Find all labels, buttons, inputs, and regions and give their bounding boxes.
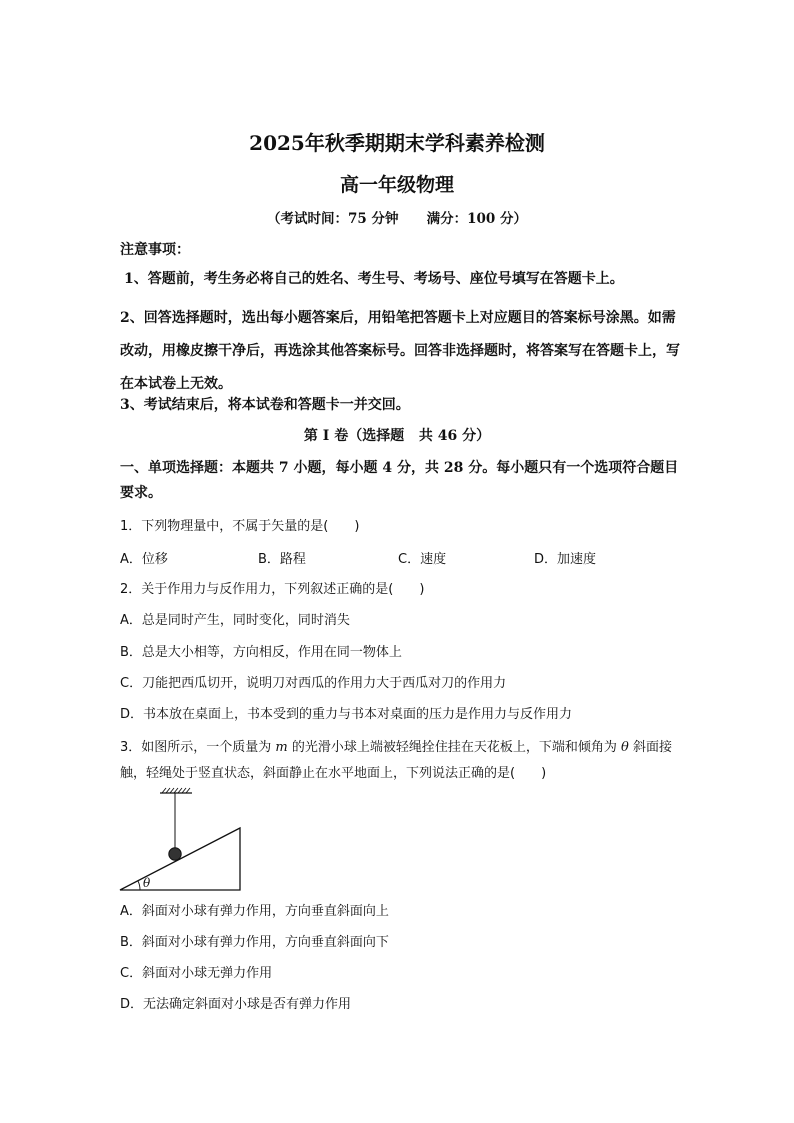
notice-item-3: 3、考试结束后，将本试卷和答题卡一并交回。 (120, 397, 410, 413)
section-heading: 一、单项选择题：本题共 7 小题，每小题 4 分，共 28 分。每小题只有一个选项符合题目要求。 (120, 460, 679, 501)
question-3-option-c: C．斜面对小球无弹力作用 (120, 966, 273, 981)
question-3-stem-part-a: 3．如图所示，一个质量为 (120, 740, 276, 755)
question-3-stem (120, 735, 680, 787)
question-3-angle-symbol: θ (621, 740, 629, 755)
exam-title: 2025年秋季期期末学科素养检测 (249, 131, 545, 155)
notice-item-2: 2、回答选择题时，选出每小题答案后，用铅笔把答题卡上对应题目的答案标号涂黑。如需改动，用橡皮擦干净后，再选涂其他答案标号。回答非选择题时，将答案写在答题卡上，写在本试卷上无效。 (120, 310, 680, 392)
question-2-stem: 2．关于作用力与反作用力，下列叙述正确的是( ) (120, 582, 425, 597)
question-2-option-c: C．刀能把西瓜切开，说明刀对西瓜的作用力大于西瓜对刀的作用力 (120, 676, 507, 691)
question-3-option-d: D．无法确定斜面对小球是否有弹力作用 (120, 997, 352, 1012)
question-1-option-b: B．路程 (258, 552, 306, 567)
exam-info: （考试时间：75 分钟 满分：100 分） (266, 211, 528, 227)
question-3-option-a: A．斜面对小球有弹力作用，方向垂直斜面向上 (120, 904, 389, 919)
question-1-stem: 1．下列物理量中，不属于矢量的是( ) (120, 519, 360, 534)
ball-shape (169, 848, 181, 860)
notice-heading: 注意事项： (120, 242, 190, 258)
question-1-option-c: C．速度 (398, 552, 447, 567)
question-2-option-b: B．总是大小相等，方向相反，作用在同一物体上 (120, 645, 402, 660)
question-3-mass-symbol: m (275, 740, 288, 755)
incline-ball-diagram (116, 786, 246, 896)
question-2-option-a: A．总是同时产生，同时变化，同时消失 (120, 613, 350, 628)
question-2-option-d: D．书本放在桌面上，书本受到的重力与书本对桌面的压力是作用力与反作用力 (120, 707, 573, 722)
question-3-stem-part-b: 的光滑小球上端被轻绳拴住挂在天花板上，下端和倾角为 (287, 740, 621, 755)
incline-triangle (120, 828, 240, 890)
question-3-option-b: B．斜面对小球有弹力作用，方向垂直斜面向下 (120, 935, 389, 950)
question-1-option-a: A．位移 (120, 552, 168, 567)
exam-subtitle: 高一年级物理 (339, 174, 454, 196)
question-3-stem-part-c: 斜面接触，轻绳处于竖直状态，斜面静止在水平地面上，下列说法正确的是( ) (120, 740, 672, 781)
question-1-option-d: D．加速度 (534, 552, 597, 567)
angle-label: θ (143, 876, 151, 890)
angle-arc (138, 881, 140, 890)
ceiling-hatching (162, 788, 190, 793)
notice-item-1: 1、答题前，考生务必将自己的姓名、考生号、考场号、座位号填写在答题卡上。 (124, 271, 624, 287)
part-heading: 第 I 卷（选择题 共 46 分） (303, 428, 491, 444)
